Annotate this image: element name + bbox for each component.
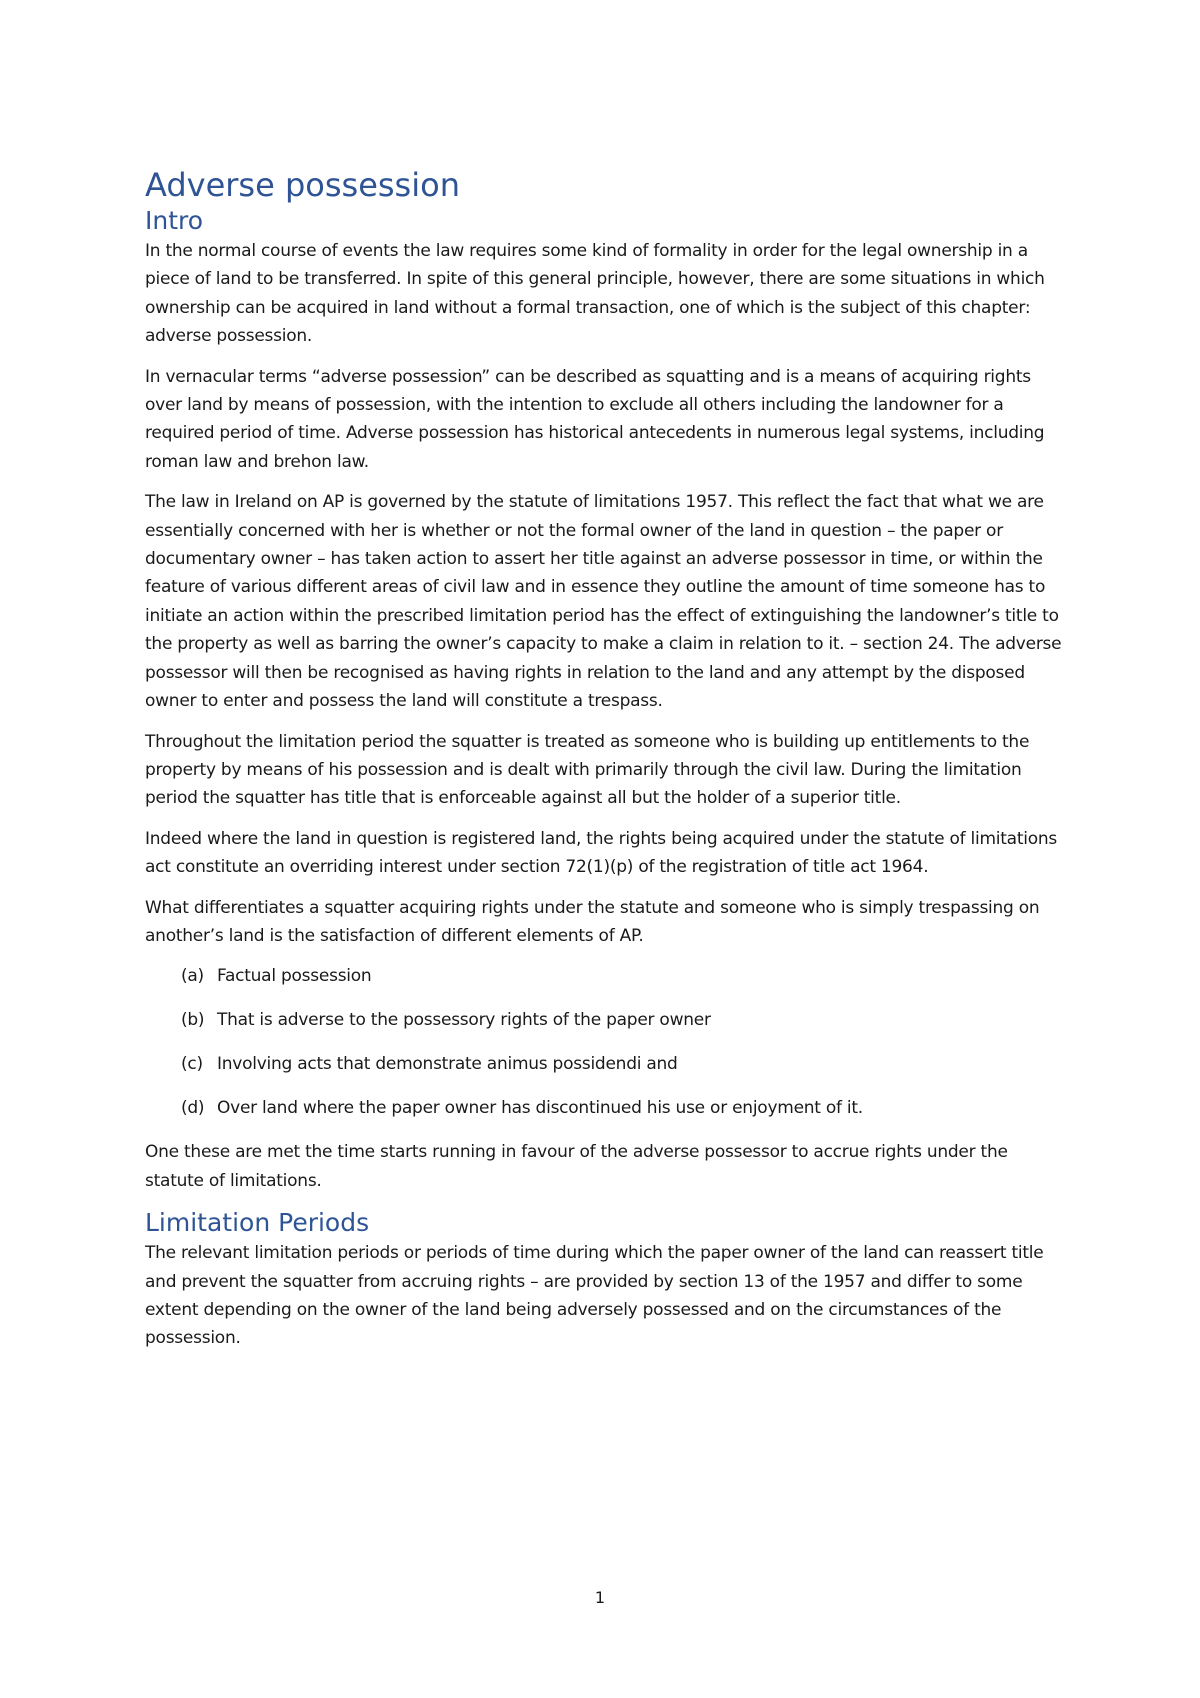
paragraph-law-in-ireland: The law in Ireland on AP is governed by the statute of limitations 1957. This reflect the fact that what we are essentially concerned with her is whether or not the formal owner of the land in question – the paper or documentary owner – has taken action to assert her title against an adverse possessor in time, or within the feature of various different areas of civil law and in essence they outline the amount of time someone has to initiate an action within the prescribed limitation period has the effect of extinguishing the landowner’s title to the property as well as barring the owner’s capacity to make a claim in relation to it. – section 24. The adverse possessor will then be recognised as having rights in relation to the land and any attempt by the disposed owner to enter and possess the land will constitute a trespass.: [145, 492, 1062, 712]
list-marker: (b): [181, 1010, 205, 1031]
list-item: [145, 962, 1065, 990]
section-heading-intro: Intro: [145, 206, 204, 235]
list-marker: (a): [181, 966, 204, 987]
page-number: 1: [594, 1588, 606, 1607]
paragraph-time-starts: One these are met the time starts running in favour of the adverse possessor to accrue rights under the statute of limitations.: [145, 1142, 1008, 1191]
list-item: [145, 1006, 1065, 1034]
paragraph-registered-land: Indeed where the land in question is registered land, the rights being acquired under the statute of limitations act constitute an overriding interest under section 72(1)(p) of the registration of title act 1964.: [145, 828, 1058, 878]
list-item-text: Involving acts that demonstrate animus possidendi and: [217, 1054, 678, 1075]
paragraph-differentiates: What differentiates a squatter acquiring rights under the statute and someone who is simply trespassing on another’s land is the satisfaction of different elements of AP.: [145, 897, 1040, 946]
list-item: [145, 1050, 1065, 1078]
list-marker: (d): [181, 1098, 205, 1119]
paragraph-limitation-periods: The relevant limitation periods or periods of time during which the paper owner of the land can reassert title and prevent the squatter from accruing rights – are provided by section 13 of the 1957 and differ to some extent depending on the owner of the land being adversely possessed and on the circumstances of the possession.: [145, 1243, 1044, 1349]
list-item-text: That is adverse to the possessory rights of the paper owner: [217, 1010, 711, 1031]
paragraph-limitation-period: Throughout the limitation period the squatter is treated as someone who is building up entitlements to the property by means of his possession and is dealt with primarily through the civil law. During the limitation period the squatter has title that is enforceable against all but the holder of a superior title.: [145, 731, 1030, 809]
document-title: Adverse possession: [145, 166, 460, 204]
list-item-text: Factual possession: [217, 966, 372, 987]
list-marker: (c): [181, 1054, 203, 1075]
elements-list: [145, 962, 1065, 1122]
section-heading-limitation-periods: Limitation Periods: [145, 1208, 370, 1238]
paragraph-intro: In the normal course of events the law requires some kind of formality in order for the legal ownership in a piece of land to be transferred. In spite of this general principle, however, there are some situations in which ownership can be acquired in land without a formal transaction, one of which is the subject of this chapter: adverse possession.: [145, 241, 1045, 347]
paragraph-vernacular: In vernacular terms “adverse possession” can be described as squatting and is a means of acquiring rights over land by means of possession, with the intention to exclude all others including the landowner for a required period of time. Adverse possession has historical antecedents in numerous legal systems, including roman law and brehon law.: [145, 366, 1045, 472]
list-item: [145, 1094, 1065, 1122]
document-page: [145, 165, 1065, 1365]
list-item-text: Over land where the paper owner has discontinued his use or enjoyment of it.: [217, 1098, 863, 1119]
